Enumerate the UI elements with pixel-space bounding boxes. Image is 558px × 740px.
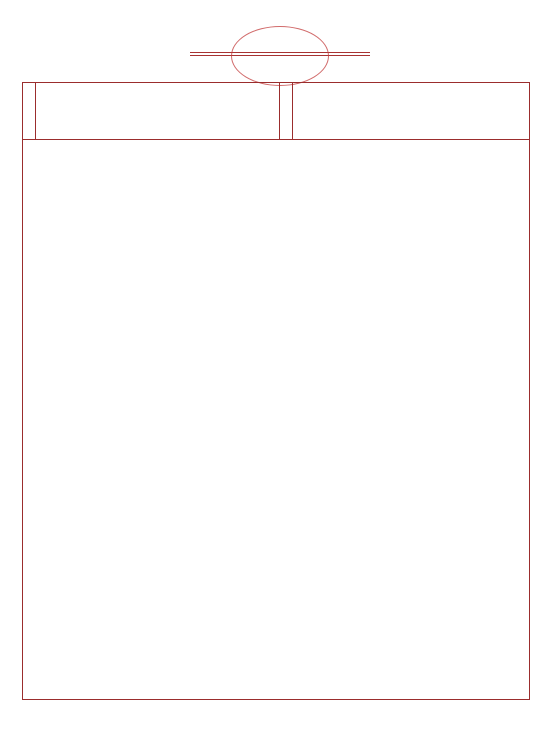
- tax-bureau-seal: [231, 26, 329, 86]
- buyer-side-label: [22, 82, 36, 140]
- invoice-frame: [22, 82, 530, 700]
- seller-side-label: [279, 82, 293, 140]
- party-info-row: [22, 82, 530, 140]
- qr-code: [34, 22, 82, 70]
